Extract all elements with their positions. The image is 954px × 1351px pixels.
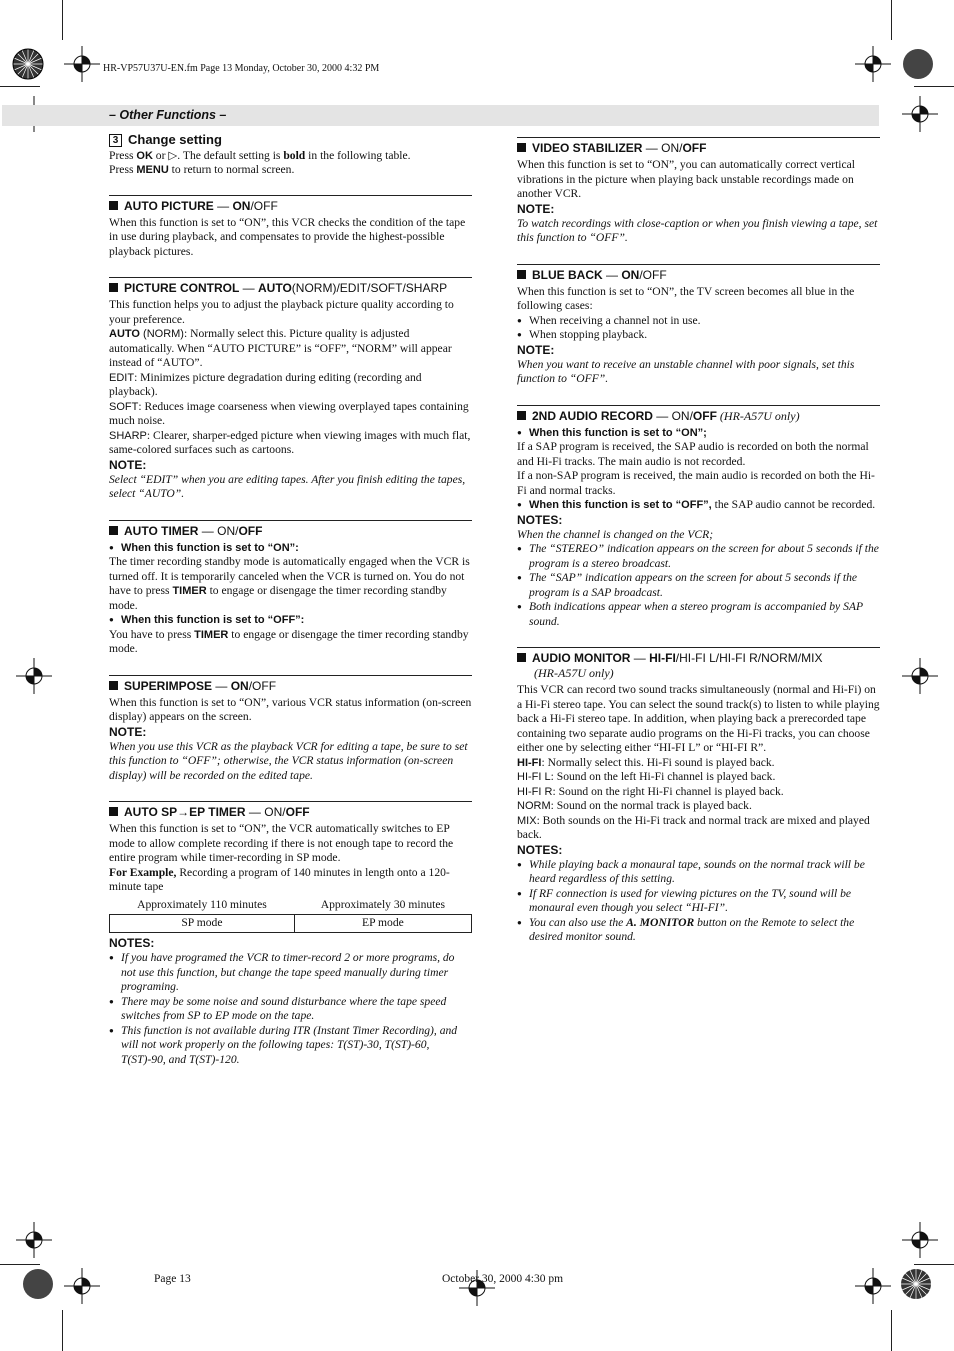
- crop-mark: [62, 1310, 63, 1351]
- audio-monitor-body: This VCR can record two sound tracks simultaneously (normal and Hi-Fi) on a Hi-Fi stereo tape. You can select the sound track(s) to listen to while playing back a Hi-Fi stereo tape. In addition, when playing back a prerecorded tape containing two separate audio programs on the Hi-Fi tracks, you can choose either one by selecting either “HI-FI L” or “HI-FI R”.: [517, 683, 880, 754]
- step-return-instruction: Press MENU to return to normal screen.: [109, 163, 295, 176]
- picture-control-section: [109, 277, 472, 502]
- audio-monitor-heading: AUDIO MONITOR — HI-FI/HI-FI L/HI-FI R/NORM/MIX (HR-A57U only): [517, 651, 880, 681]
- section-header-bar: [2, 105, 879, 126]
- crop-mark: [914, 86, 954, 87]
- auto-sp-ep-section: [109, 801, 472, 1067]
- notes-heading: NOTES:: [517, 842, 563, 857]
- auto-timer-on-heading: ● When this function is set to “ON”:: [109, 541, 472, 556]
- auto-picture-body: When this function is set to “ON”, this VCR checks the condition of the tape in use during playback, and compensates to provide the highest-possible playback pictures.: [109, 215, 466, 258]
- note-item: ● If you have programed the VCR to timer-record 2 or more programs, do not use this function, but change the tape speed manually during timer programing.: [109, 951, 472, 995]
- video-stabilizer-heading: VIDEO STABILIZER — ON/OFF: [517, 141, 880, 156]
- table-cell: SP mode: [110, 915, 295, 933]
- picture-control-edit: EDIT: Minimizes picture degradation during editing (recording and playback).: [109, 370, 422, 398]
- square-bullet-icon: [517, 270, 526, 279]
- table-cell: Approximately 30 minutes: [320, 898, 446, 911]
- video-stabilizer-note: To watch recordings with close-caption or when you finish viewing a tape, set this function to “OFF”.: [517, 216, 878, 244]
- crop-mark: [0, 1264, 40, 1265]
- crop-mark: [914, 1264, 954, 1265]
- note-item: ● This function is not available during ITR (Instant Timer Recording), and will not work properly on the following tapes: T(ST)-30, T(ST)-60, T(ST)-90, and T(ST)-120.: [109, 1024, 472, 1068]
- crop-mark: [891, 1310, 892, 1351]
- note-item: ● There may be some noise and sound disturbance where the tape speed switches from SP to EP mode on the tape.: [109, 995, 472, 1024]
- crop-mark: [0, 86, 40, 87]
- note-item: ● Both indications appear when a stereo program is accompanied by SAP sound.: [517, 600, 880, 629]
- note-heading: NOTE:: [517, 201, 555, 216]
- crosshair-target-icon: [902, 96, 938, 132]
- registration-dot-icon: [20, 1266, 56, 1302]
- crosshair-target-icon: [855, 1268, 891, 1304]
- picture-control-body: This function helps you to adjust the playback picture quality according to your preference.: [109, 298, 454, 326]
- right-arrow-icon: →: [177, 805, 190, 819]
- list-item: ● When stopping playback.: [517, 328, 880, 343]
- second-audio-on-heading: ● When this function is set to “ON”;: [517, 426, 880, 441]
- second-audio-section: [517, 405, 880, 630]
- picture-control-note: Select “EDIT” when you are editing tapes. After you finish editing the tapes, select “AUTO”.: [109, 472, 466, 500]
- notes-heading: NOTES:: [517, 512, 563, 527]
- audio-monitor-hifi-r: HI-FI R: Sound on the right Hi-Fi channel is played back.: [517, 784, 784, 798]
- crosshair-target-icon: [902, 1222, 938, 1258]
- note-heading: NOTE:: [517, 342, 555, 357]
- crop-mark: [891, 0, 892, 40]
- superimpose-section: [109, 675, 472, 784]
- audio-monitor-hifi-l: HI-FI L: Sound on the left Hi-Fi channel is played back.: [517, 770, 776, 783]
- crosshair-target-icon: [64, 46, 100, 82]
- step-title: Change setting: [128, 132, 222, 147]
- crop-mark: [62, 0, 63, 40]
- crosshair-target-icon: [64, 1268, 100, 1304]
- registration-dot-icon: [900, 46, 936, 82]
- step-instruction: Press OK or ▷. The default setting is bold in the following table.: [109, 148, 411, 162]
- step-heading: [109, 133, 472, 149]
- auto-timer-on-text: The timer recording standby mode is automatically engaged when the VCR is turned off. It is temporarily canceled when the VCR is turned on. You do not have to press TIMER to engage or disengage the timer recording standby mode.: [109, 555, 470, 612]
- blue-back-heading: BLUE BACK — ON/OFF: [517, 268, 880, 283]
- picture-control-heading: PICTURE CONTROL — AUTO(NORM)/EDIT/SOFT/SHARP: [109, 281, 472, 296]
- second-audio-off: ● When this function is set to “OFF”, the SAP audio cannot be recorded.: [517, 498, 880, 513]
- crosshair-target-icon: [16, 1222, 52, 1258]
- superimpose-note: When you use this VCR as the playback VCR for editing a tape, be sure to set this function to “OFF”; otherwise, the VCR status information (on-screen display) will be recorded on the edited tape.: [109, 739, 468, 782]
- crosshair-target-icon: [902, 658, 938, 694]
- note-heading: NOTE:: [109, 457, 147, 472]
- right-arrow-icon: ▷: [168, 148, 178, 162]
- video-stabilizer-section: [517, 137, 880, 246]
- note-item: ● The “SAP” indication appears on the screen for about 5 seconds if the program is a SAP broadcast.: [517, 571, 880, 600]
- square-bullet-icon: [109, 201, 118, 210]
- auto-timer-section: [109, 520, 472, 657]
- picture-control-auto: AUTO (NORM): Normally select this. Picture quality is adjusted automatically. When “AUTO PICTURE” is “OFF”, “NORM” will appear instead of “AUTO”.: [109, 327, 452, 369]
- auto-picture-section: [109, 195, 472, 260]
- blue-back-body: When this function is set to “ON”, the TV screen becomes all blue in the following cases:: [517, 284, 855, 312]
- section-title: – Other Functions –: [109, 108, 227, 122]
- table-cell: Approximately 110 minutes: [137, 898, 267, 911]
- note-item: ● You can also use the A. MONITOR button on the Remote to select the desired monitor sound.: [517, 916, 880, 945]
- audio-monitor-section: [517, 647, 880, 945]
- registration-sunburst-icon: [10, 46, 46, 82]
- auto-timer-heading: AUTO TIMER — ON/OFF: [109, 524, 472, 539]
- picture-control-soft: SOFT: Reduces image coarseness when viewing overplayed tapes containing much noise.: [109, 399, 469, 427]
- note-item: ● If RF connection is used for viewing pictures on the TV, sound will be monaural even though you select “HI-FI”.: [517, 887, 880, 916]
- note-heading: NOTE:: [109, 724, 147, 739]
- auto-timer-off-text: You have to press TIMER to engage or disengage the timer recording standby mode.: [109, 627, 469, 655]
- square-bullet-icon: [517, 411, 526, 420]
- footer-date: October 30, 2000 4:30 pm: [442, 1273, 564, 1285]
- audio-monitor-norm: NORM: Sound on the normal track is played back.: [517, 799, 752, 812]
- second-audio-on-text-2: If a non-SAP program is received, the main audio is recorded on both the Hi-Fi and normal tracks.: [517, 469, 875, 497]
- note-item: ● The “STEREO” indication appears on the screen for about 5 seconds if the program is a stereo broadcast.: [517, 542, 880, 571]
- auto-sp-ep-example: For Example, Recording a program of 140 minutes in length onto a 120-minute tape: [109, 865, 450, 893]
- square-bullet-icon: [109, 283, 118, 292]
- crosshair-target-icon: [16, 658, 52, 694]
- square-bullet-icon: [109, 681, 118, 690]
- list-item: ● When receiving a channel not in use.: [517, 314, 880, 329]
- auto-sp-ep-body: When this function is set to “ON”, the VCR automatically switches to EP mode to allow complete recording if there is not enough tape to record the entire program while timer-recording in SP mode.: [109, 822, 454, 864]
- picture-control-sharp: SHARP: Clearer, sharper-edged picture when viewing images with much flat, same-colored surfaces such as cartoons.: [109, 428, 471, 456]
- registration-sunburst-icon: [898, 1266, 934, 1302]
- note-item: ● While playing back a monaural tape, sounds on the normal track will be heard regardless of this setting.: [517, 858, 880, 887]
- square-bullet-icon: [517, 143, 526, 152]
- blue-back-note: When you want to receive an unstable channel with poor signals, set this function to “OFF”.: [517, 357, 855, 385]
- tape-mode-table: [109, 897, 472, 934]
- left-column: [109, 133, 472, 1067]
- right-column: [517, 128, 880, 945]
- square-bullet-icon: [517, 653, 526, 662]
- auto-sp-ep-heading: AUTO SP→EP TIMER — ON/OFF: [109, 805, 472, 820]
- file-info: HR-VP57U37U-EN.fm Page 13 Monday, October 30, 2000 4:32 PM: [103, 63, 380, 74]
- superimpose-heading: SUPERIMPOSE — ON/OFF: [109, 679, 472, 694]
- audio-monitor-hifi: HI-FI: Normally select this. Hi-Fi sound is played back.: [517, 755, 775, 769]
- table-cell: EP mode: [294, 915, 471, 933]
- blue-back-section: [517, 264, 880, 387]
- notes-heading: NOTES:: [109, 936, 155, 950]
- superimpose-body: When this function is set to “ON”, various VCR status information (on-screen display) appears on the screen.: [109, 695, 472, 723]
- notes-intro: When the channel is changed on the VCR;: [517, 527, 714, 541]
- square-bullet-icon: [109, 807, 118, 816]
- auto-timer-off-heading: ● When this function is set to “OFF”:: [109, 613, 472, 628]
- second-audio-heading: 2ND AUDIO RECORD — ON/OFF (HR-A57U only): [517, 409, 880, 424]
- square-bullet-icon: [109, 526, 118, 535]
- footer-page: Page 13: [154, 1273, 191, 1285]
- second-audio-on-text-1: If a SAP program is received, the SAP audio is recorded on both the normal and Hi-Fi tracks. The main audio is not recorded.: [517, 440, 869, 468]
- audio-monitor-mix: MIX: Both sounds on the Hi-Fi track and normal track are mixed and played back.: [517, 813, 870, 841]
- video-stabilizer-body: When this function is set to “ON”, you can automatically correct vertical vibrations in the picture when playing back unstable recordings made on another VCR.: [517, 158, 856, 200]
- auto-picture-heading: AUTO PICTURE — ON/OFF: [109, 199, 472, 214]
- crosshair-target-icon: [855, 46, 891, 82]
- step-number: 3: [109, 134, 122, 147]
